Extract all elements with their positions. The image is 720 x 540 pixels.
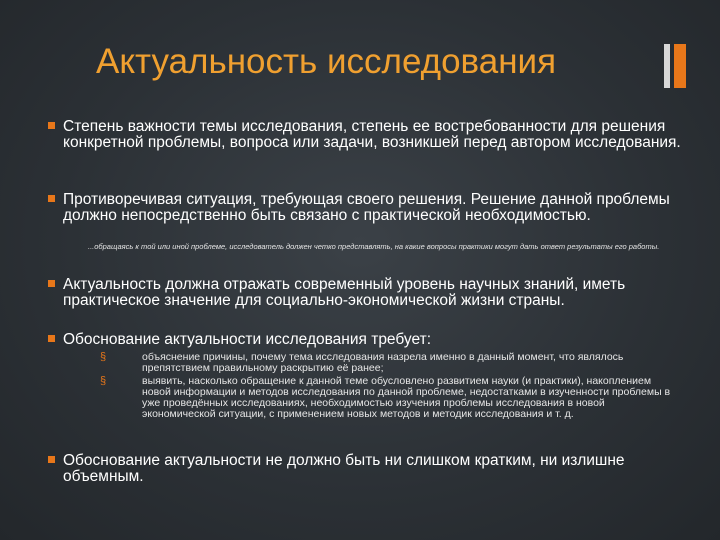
- bullet-text: Обоснование актуальности исследования требует:: [63, 331, 432, 348]
- bullet-text: Актуальность должна отражать современный уровень научных знаний, иметь практическое значение для социально-экономической жизни страны.: [63, 276, 626, 309]
- accent-bar-grey: [664, 44, 670, 88]
- accent-bar-orange: [674, 44, 686, 88]
- square-bullet-icon: [48, 335, 55, 342]
- bullet-item: [48, 453, 688, 485]
- bullet-item: [48, 119, 688, 151]
- square-bullet-icon: [48, 195, 55, 202]
- square-bullet-icon: [48, 456, 55, 463]
- sub-item-text: выявить, насколько обращение к данной теме обусловлено развитием науки (и практики), накоплением новой информации и методов исследования по данной проблеме, недостатками в изученности проблемы в уже проведённых исследованиях, необходимостью изучения проблемы исследования в новой экономической ситуации, с применением новых методов и методик исследования и т. д.: [142, 375, 671, 420]
- bullet-item: [48, 332, 688, 348]
- bullet-text: Противоречивая ситуация, требующая своего решения. Решение данной проблемы должно непосредственно быть связано с практической необходимостью.: [63, 191, 670, 224]
- sub-item: [100, 376, 680, 420]
- note-text: ...обращаясь к той или иной проблеме, исследователь должен четко представлять, на какие вопросы практики могут дать ответ результаты его работы.: [88, 242, 660, 251]
- square-bullet-icon: [48, 280, 55, 287]
- sub-item: [100, 352, 680, 374]
- section-sign-icon: §: [100, 375, 107, 387]
- section-sign-icon: §: [100, 351, 107, 363]
- bullet-item: [48, 192, 688, 224]
- slide-title: Актуальность исследования: [96, 42, 557, 81]
- sub-item-text: объяснение причины, почему тема исследования назрела именно в данный момент, что являлось препятствием правильному раскрытию её ранее;: [142, 351, 624, 374]
- bullet-text: Обоснование актуальности не должно быть ни слишком кратким, ни излишне объемным.: [63, 452, 625, 485]
- square-bullet-icon: [48, 122, 55, 129]
- bullet-item: [48, 277, 688, 309]
- bullet-text: Степень важности темы исследования, степень ее востребованности для решения конкретной проблемы, вопроса или задачи, возникшей перед автором исследования.: [63, 118, 681, 151]
